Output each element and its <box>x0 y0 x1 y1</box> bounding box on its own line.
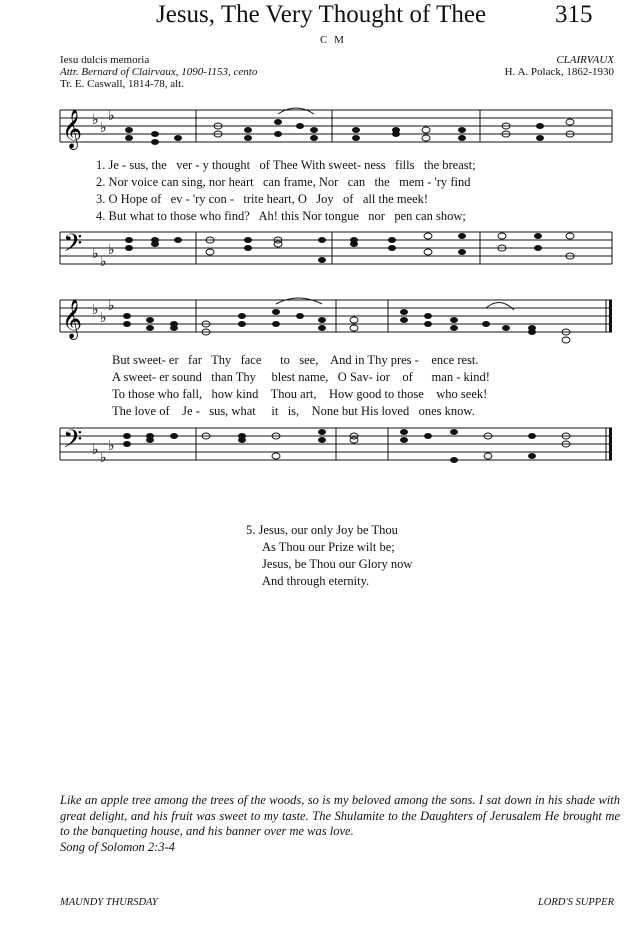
flat-icon: ♭ <box>92 303 99 318</box>
latin-title: Iesu dulcis memoria <box>60 54 150 66</box>
flat-icon: ♭ <box>108 243 115 258</box>
composer-credit: H. A. Polack, 1862-1930 <box>504 66 614 78</box>
bass-staff-svg-1 <box>0 222 640 282</box>
flat-icon: ♭ <box>108 109 115 124</box>
final-barline <box>609 300 612 332</box>
tune-credits <box>505 54 614 78</box>
flat-icon: ♭ <box>92 247 99 262</box>
bass-clef-icon: 𝄢 <box>63 425 83 460</box>
verse3-line1: 3. O Hope of ev - 'ry con - trite heart, O Joy of all the meek! <box>96 192 429 206</box>
flat-icon: ♭ <box>100 311 107 326</box>
slur <box>486 302 514 310</box>
flat-icon: ♭ <box>92 113 99 128</box>
footer-topic: LORD'S SUPPER <box>537 897 614 908</box>
scripture-text: Like an apple tree among the trees of the woods, so is my beloved among the sons. I sat down in his shade with great delight, and his fruit was sweet to my taste. The Shulamite to the Daughters of Jerusalem He brought me to the banqueting house, and his banner over me was love. <box>60 793 620 838</box>
treble-clef-icon: 𝄞 <box>62 299 83 339</box>
system1-bass-staff <box>0 222 640 282</box>
flat-icon: ♭ <box>100 121 107 136</box>
verse1-line1: 1. Je - sus, the ver - y thought of Thee With sweet- ness fills the breast; <box>96 158 476 172</box>
final-barline <box>609 428 612 460</box>
verse2-line1: 2. Nor voice can sing, nor heart can frame, Nor can the mem - 'ry find <box>96 175 471 189</box>
slur <box>278 108 314 114</box>
verse4-line1: 4. But what to those who find? Ah! this Nor tongue nor pen can show; <box>96 209 466 223</box>
author-credit: Attr. Bernard of Clairvaux, 1090-1153, cento <box>60 66 258 78</box>
verse2-line2: A sweet- er sound than Thy blest name, O Sav- ior of man - kind! <box>112 370 490 384</box>
hymn-number: 315 <box>555 1 593 28</box>
flat-icon: ♭ <box>92 443 99 458</box>
verse5-line: Jesus, be Thou our Glory now <box>262 557 413 571</box>
scripture-reference: Song of Solomon 2:3-4 <box>60 839 175 854</box>
verse5-line: As Thou our Prize wilt be; <box>262 540 395 554</box>
hymn-title: Jesus, The Very Thought of Thee <box>156 1 487 28</box>
bass-staff-svg-2 <box>0 418 640 478</box>
verse3-line2: To those who fall, how kind Thou art, How good to those who seek! <box>112 387 488 401</box>
system2-bass-staff <box>0 418 640 478</box>
slur <box>276 298 322 304</box>
bass-clef-icon: 𝄢 <box>63 229 83 264</box>
tune-name: CLAIRVAUX <box>556 54 614 66</box>
verse1-line2: But sweet- er far Thy face to see, And in Thy pres - ence rest. <box>112 353 479 367</box>
treble-staff-svg-2 <box>0 290 640 350</box>
flat-icon: ♭ <box>108 299 115 314</box>
translator-credit: Tr. E. Caswall, 1814-78, alt. <box>60 78 184 90</box>
scripture-quote <box>60 793 620 855</box>
text-credits <box>60 54 257 90</box>
verse-5 <box>246 522 412 590</box>
flat-icon: ♭ <box>100 255 107 270</box>
flat-icon: ♭ <box>100 451 107 466</box>
footer-season: MAUNDY THURSDAY <box>60 897 158 908</box>
verse4-line2: The love of Je - sus, what it is, None but His loved ones know. <box>112 404 475 418</box>
treble-clef-icon: 𝄞 <box>62 109 83 149</box>
flat-icon: ♭ <box>108 439 115 454</box>
system2-treble-staff <box>0 290 640 350</box>
verse5-line: 5. Jesus, our only Joy be Thou <box>246 523 398 537</box>
verse5-line: And through eternity. <box>262 574 370 588</box>
meter-label: C M <box>320 34 346 46</box>
